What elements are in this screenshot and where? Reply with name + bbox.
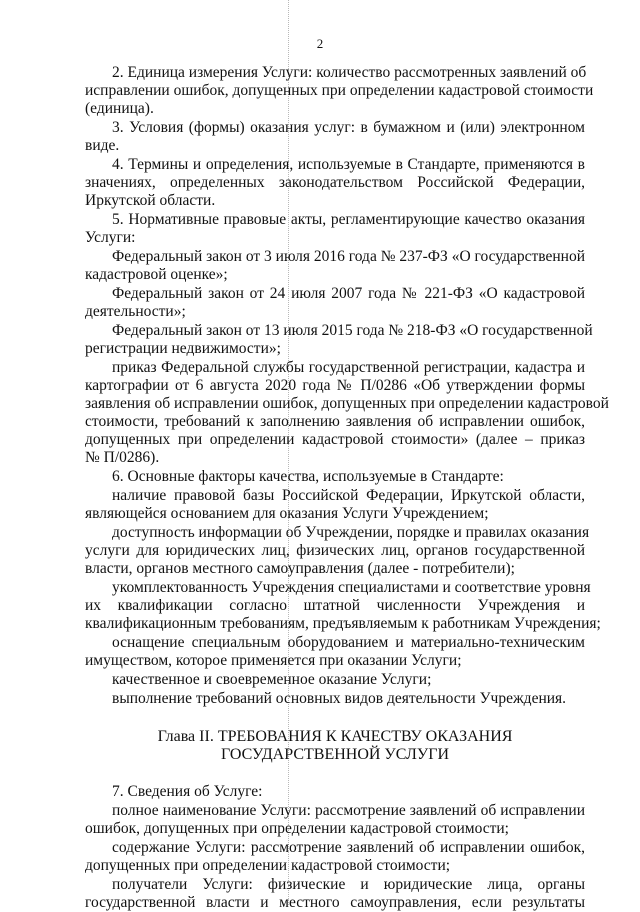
text-line: их квалификации согласно штатной численности Учреждения и — [85, 597, 585, 614]
text-line: являющейся основанием для оказания Услуги Учреждением; — [85, 505, 489, 522]
text-line: Федеральный закон от 24 июля 2007 года № 221-ФЗ «О кадастровой — [112, 285, 585, 302]
text-line: выполнение требований основных видов деятельности Учреждения. — [112, 690, 567, 707]
text-line: квалификационным требованиям, предъявляемым к работникам Учреждения; — [85, 615, 601, 632]
text-line: ошибок, допущенных при определении кадастровой стоимости; — [85, 820, 509, 837]
text-line: качественное и своевременное оказание Услуги; — [112, 671, 432, 688]
text-line: деятельности»; — [85, 303, 186, 320]
text-line: 5. Нормативные правовые акты, регламентирующие качество оказания — [112, 211, 585, 228]
text-line: регистрации недвижимости»; — [85, 340, 281, 357]
text-line: допущенных при определении кадастровой стоимости; — [85, 857, 451, 874]
text-line: услуги для юридических лиц, физических лиц, органов государственной — [85, 542, 585, 559]
text-line: укомплектованность Учреждения специалистами и соответствие уровня — [112, 579, 591, 596]
text-line: имуществом, которое применяется при оказании Услуги; — [85, 652, 462, 669]
text-line: 2. Единица измерения Услуги: количество рассмотренных заявлений об — [112, 64, 587, 81]
text-line: доступность информации об Учреждении, порядке и правилах оказания — [112, 524, 590, 541]
text-line: Услуги: — [85, 229, 136, 246]
page-number: 2 — [316, 36, 324, 51]
text-line: допущенных при определении кадастровой стоимости» (далее – приказ — [85, 431, 585, 448]
text-line: исправлении ошибок, допущенных при определении кадастровой стоимости — [85, 82, 594, 99]
text-line: картографии от 6 августа 2020 года № П/0286 «Об утверждении формы — [85, 377, 585, 394]
text-line: государственной власти и местного самоуправления, если результаты — [85, 894, 585, 911]
text-line: 7. Сведения об Услуге: — [112, 783, 263, 800]
text-line: власти, органов местного самоуправления (далее - потребители); — [85, 560, 515, 577]
text-line: приказ Федеральной службы государственной регистрации, кадастра и — [112, 359, 585, 376]
text-line: содержание Услуги: рассмотрение заявлений об исправлении ошибок, — [112, 839, 585, 856]
text-line: 6. Основные факторы качества, используемые в Стандарте: — [112, 468, 504, 485]
text-line: Федеральный закон от 13 июля 2015 года № 218-ФЗ «О государственной — [112, 322, 593, 339]
text-line: стоимости, требований к заполнению заявления об исправлении ошибок, — [85, 413, 585, 430]
text-line: получатели Услуги: физические и юридические лица, органы — [112, 876, 585, 893]
text-line: значениях, определенных законодательством Российской Федерации, — [85, 174, 585, 191]
text-line: заявления об исправлении ошибок, допущенных при определении кадастровой — [85, 395, 609, 412]
text-line: 4. Термины и определения, используемые в Стандарте, применяются в — [112, 156, 585, 173]
text-line: 3. Условия (формы) оказания услуг: в бумажном и (или) электронном — [112, 119, 585, 136]
text-line: кадастровой оценке»; — [85, 266, 228, 283]
text-line: полное наименование Услуги: рассмотрение заявлений об исправлении — [112, 802, 585, 819]
text-line: № П/0286). — [85, 449, 160, 466]
text-line: Федеральный закон от 3 июля 2016 года № 237-ФЗ «О государственной — [112, 248, 585, 265]
text-line: оснащение специальным оборудованием и материально-техническим — [112, 634, 585, 651]
text-line: виде. — [85, 137, 120, 154]
chapter-heading-line: ГОСУДАРСТВЕННОЙ УСЛУГИ — [220, 746, 450, 763]
text-line: Иркутской области. — [85, 192, 216, 209]
text-line: наличие правовой базы Российской Федерации, Иркутской области, — [112, 487, 585, 504]
text-line: (единица). — [85, 100, 154, 117]
chapter-heading-line: Глава II. ТРЕБОВАНИЯ К КАЧЕСТВУ ОКАЗАНИЯ — [157, 728, 513, 745]
